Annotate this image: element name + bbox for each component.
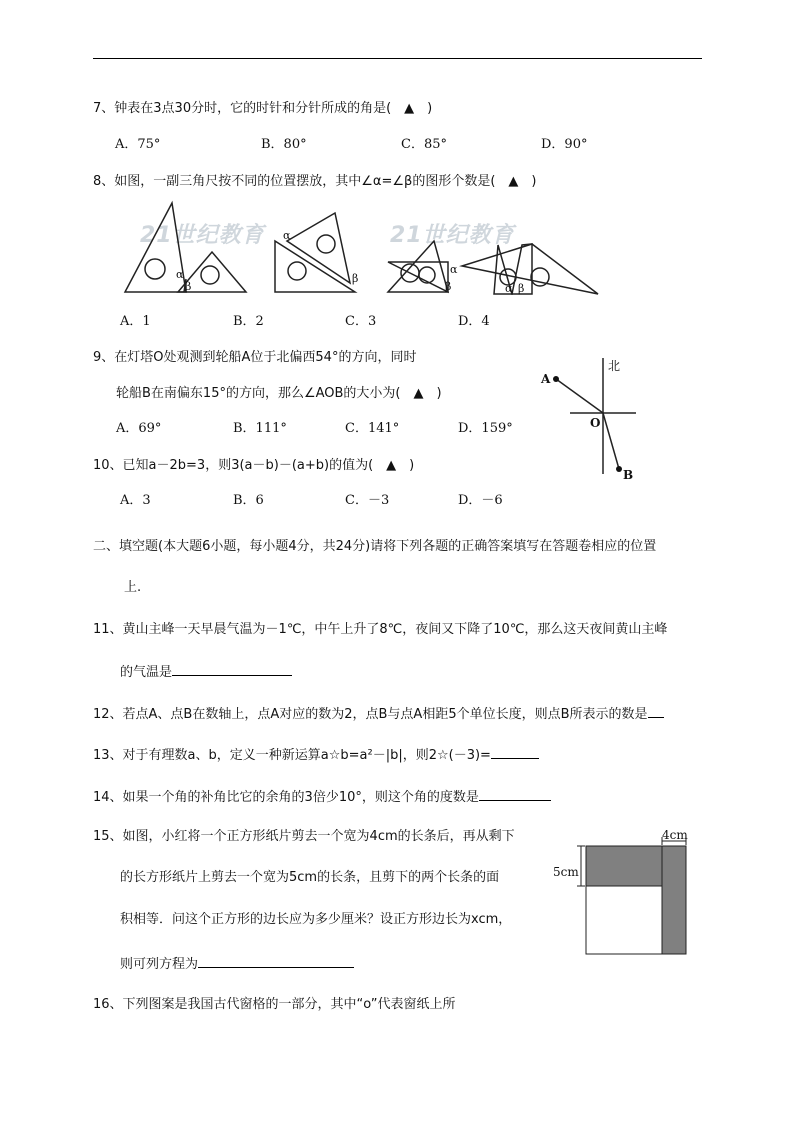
q9-line-1: 9、在灯塔O处观测到轮船A位于北偏西54°的方向，同时 xyxy=(93,350,417,365)
q9-north-label: 北 xyxy=(608,359,621,373)
q16-stem: 16、下列图案是我国古代窗格的一部分，其中“o”代表窗纸上所 xyxy=(93,997,456,1012)
q15-line-4-text: 则可列方程为 xyxy=(120,957,199,972)
q10-option-a: A．3 xyxy=(120,493,151,508)
q15-top-label: 4cm xyxy=(662,828,688,842)
header-rule xyxy=(93,58,702,59)
q10-option-b: B．6 xyxy=(233,493,264,508)
q13-stem xyxy=(93,746,539,764)
q7-option-a: A．75° xyxy=(115,137,161,152)
q9-line-2: 轮船B在南偏东15°的方向，那么∠AOB的大小为( ▲ ) xyxy=(116,386,442,401)
q15-left-label: 5cm xyxy=(553,865,579,879)
q13-stem-text: 13、对于有理数a、b，定义一种新运算a☆b=a²－|b|，则2☆(－3)= xyxy=(93,748,491,763)
q8-fig4-alpha: α xyxy=(505,282,513,295)
section2-heading: 二、填空题(本大题6小题，每小题4分，共24分)请将下列各题的正确答案填写在答题卷相应的位置 xyxy=(93,539,657,554)
q8-fig1-alpha: α xyxy=(176,268,184,281)
q8-fig3-alpha: α xyxy=(450,263,458,276)
q9-point-o-label: O xyxy=(590,416,601,430)
q11-line-2 xyxy=(120,663,292,681)
q8-fig4-beta: β xyxy=(518,282,525,295)
q8-fig2-beta: β xyxy=(352,272,359,285)
q12-stem-text: 12、若点A、点B在数轴上，点A对应的数为2，点B与点A相距5个单位长度，则点B所表示的数是 xyxy=(93,707,648,722)
q15-line-3: 积相等．问这个正方形的边长应为多少厘米？设正方形边长为xcm， xyxy=(120,912,512,927)
q12-stem xyxy=(93,705,664,723)
watermark-text-1: 21世纪教育 xyxy=(140,223,265,248)
q8-fig4 xyxy=(462,244,598,294)
q7-option-c: C．85° xyxy=(401,137,447,152)
q9-point-a-label: A xyxy=(541,372,551,386)
q7-option-d: D．90° xyxy=(541,137,588,152)
q7-stem: 7、钟表在3点30分时，它的时针和分针所成的角是( ▲ ) xyxy=(93,101,433,116)
q8-fig1-beta: β xyxy=(185,280,192,293)
q14-answer-blank[interactable] xyxy=(479,788,551,801)
q8-option-c: C．3 xyxy=(345,314,377,329)
q10-option-d: D．－6 xyxy=(458,493,503,508)
q15-answer-blank[interactable] xyxy=(198,955,354,968)
q11-line-2-text: 的气温是 xyxy=(120,665,173,680)
q11-answer-blank[interactable] xyxy=(172,663,292,676)
q8-fig2 xyxy=(275,213,355,292)
q14-stem xyxy=(93,788,551,806)
section2-heading-cont: 上. xyxy=(124,580,142,595)
q9-option-a: A．69° xyxy=(116,421,162,436)
q11-line-1: 11、黄山主峰一天早晨气温为－1℃，中午上升了8℃，夜间又下降了10℃，那么这天夜间黄山主峰 xyxy=(93,622,668,637)
q10-option-c: C．－3 xyxy=(345,493,390,508)
q15-line-4 xyxy=(120,955,354,973)
q12-answer-blank[interactable] xyxy=(648,705,664,718)
q8-fig3-beta: β xyxy=(445,280,452,293)
q9-option-d: D．159° xyxy=(458,421,513,436)
q8-fig2-alpha: α xyxy=(283,229,291,242)
q9-point-b-label: B xyxy=(623,468,634,482)
q15-line-2: 的长方形纸片上剪去一个宽为5cm的长条，且剪下的两个长条的面 xyxy=(120,870,500,885)
q8-stem: 8、如图，一副三角尺按不同的位置摆放，其中∠α=∠β的图形个数是( ▲ ) xyxy=(93,174,537,189)
q10-stem: 10、已知a－2b=3，则3(a－b)－(a+b)的值为( ▲ ) xyxy=(93,458,415,473)
watermark-text-2: 21世纪教育 xyxy=(390,223,515,248)
q9-option-b: B．111° xyxy=(233,421,287,436)
q14-stem-text: 14、如果一个角的补角比它的余角的3倍少10°，则这个角的度数是 xyxy=(93,790,479,805)
q15-line-1: 15、如图，小红将一个正方形纸片剪去一个宽为4cm的长条后，再从剩下 xyxy=(93,829,515,844)
q7-option-b: B．80° xyxy=(261,137,307,152)
q8-option-d: D．4 xyxy=(458,314,490,329)
q13-answer-blank[interactable] xyxy=(491,746,539,759)
q8-option-a: A．1 xyxy=(120,314,151,329)
q9-option-c: C．141° xyxy=(345,421,400,436)
q8-option-b: B．2 xyxy=(233,314,264,329)
